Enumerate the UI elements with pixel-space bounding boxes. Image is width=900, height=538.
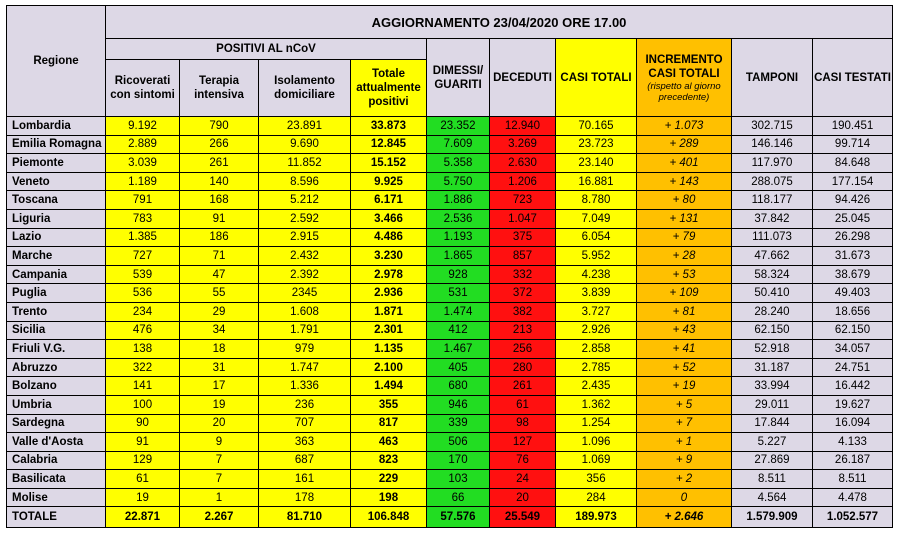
region-cell: Valle d'Aosta [7,433,106,452]
ricoverati-cell: 322 [106,358,180,377]
tamponi-cell: 5.227 [732,433,813,452]
terapia-cell: 266 [180,135,259,154]
casi-testati-cell: 18.656 [813,302,893,321]
totale-positivi-cell: 33.873 [351,117,427,136]
terapia-cell: 31 [180,358,259,377]
tamponi-cell: 146.146 [732,135,813,154]
ricoverati-cell: 9.192 [106,117,180,136]
totale-positivi-cell: 4.486 [351,228,427,247]
casi-totali-cell: 3.839 [556,284,637,303]
region-cell: Lazio [7,228,106,247]
table-row [7,247,893,266]
totale-positivi-cell: 1.494 [351,377,427,396]
tamponi-cell: 33.994 [732,377,813,396]
table-row [7,265,893,284]
table-row [7,135,893,154]
incremento-header-label: INCREMENTO CASI TOTALI [645,53,723,80]
isolamento-cell: 363 [259,433,351,452]
incremento-cell: + 109 [637,284,732,303]
deceduti-cell: 332 [490,265,556,284]
totale-positivi-cell: 1.135 [351,340,427,359]
deceduti-cell: 24 [490,470,556,489]
dimessi-cell: 7.609 [427,135,490,154]
incremento-header [637,39,732,117]
tamponi-cell: 47.662 [732,247,813,266]
terapia-cell: 91 [180,209,259,228]
isolamento-cell: 8.596 [259,172,351,191]
tamponi-cell: 4.564 [732,488,813,507]
table-row [7,451,893,470]
casi-testati-cell: 99.714 [813,135,893,154]
ricoverati-cell: 61 [106,470,180,489]
casi-testati-cell: 34.057 [813,340,893,359]
casi-testati-cell: 25.045 [813,209,893,228]
dimessi-cell: 928 [427,265,490,284]
totale-positivi-cell: 229 [351,470,427,489]
tamponi-cell: 288.075 [732,172,813,191]
totale-positivi-header: Totale attualmente positivi [351,60,427,117]
table-row [7,191,893,210]
tamponi-cell: 302.715 [732,117,813,136]
dimessi-cell: 946 [427,395,490,414]
deceduti-cell: 261 [490,377,556,396]
total-tamponi-cell: 1.579.909 [732,507,813,528]
terapia-cell: 168 [180,191,259,210]
tamponi-header: TAMPONI [732,39,813,117]
casi-testati-cell: 4.133 [813,433,893,452]
terapia-cell: 47 [180,265,259,284]
region-cell: Marche [7,247,106,266]
dimessi-cell: 23.352 [427,117,490,136]
casi-testati-cell: 16.094 [813,414,893,433]
incremento-cell: + 41 [637,340,732,359]
ricoverati-cell: 476 [106,321,180,340]
terapia-cell: 18 [180,340,259,359]
casi-totali-cell: 284 [556,488,637,507]
terapia-header: Terapia intensiva [180,60,259,117]
terapia-cell: 9 [180,433,259,452]
dimessi-cell: 170 [427,451,490,470]
deceduti-cell: 372 [490,284,556,303]
dimessi-cell: 5.358 [427,154,490,173]
casi-testati-cell: 19.627 [813,395,893,414]
ricoverati-cell: 536 [106,284,180,303]
deceduti-cell: 256 [490,340,556,359]
dimessi-cell: 506 [427,433,490,452]
tamponi-cell: 111.073 [732,228,813,247]
casi-totali-cell: 2.858 [556,340,637,359]
region-cell: Sicilia [7,321,106,340]
dimessi-cell: 412 [427,321,490,340]
incremento-cell: + 79 [637,228,732,247]
incremento-cell: + 289 [637,135,732,154]
ricoverati-cell: 1.189 [106,172,180,191]
incremento-cell: + 143 [637,172,732,191]
incremento-cell: + 43 [637,321,732,340]
isolamento-cell: 161 [259,470,351,489]
ricoverati-cell: 783 [106,209,180,228]
incremento-cell: + 28 [637,247,732,266]
terapia-cell: 7 [180,470,259,489]
isolamento-cell: 9.690 [259,135,351,154]
casi-testati-cell: 8.511 [813,470,893,489]
terapia-cell: 140 [180,172,259,191]
dimessi-cell: 5.750 [427,172,490,191]
ricoverati-cell: 3.039 [106,154,180,173]
terapia-cell: 7 [180,451,259,470]
region-cell: Sardegna [7,414,106,433]
casi-totali-cell: 2.926 [556,321,637,340]
totale-positivi-cell: 6.171 [351,191,427,210]
tamponi-cell: 58.324 [732,265,813,284]
total-totale-positivi-cell: 106.848 [351,507,427,528]
incremento-cell: + 5 [637,395,732,414]
casi-totali-cell: 2.785 [556,358,637,377]
totale-positivi-cell: 2.936 [351,284,427,303]
covid-report-table [6,5,893,528]
table-row [7,284,893,303]
terapia-cell: 261 [180,154,259,173]
casi-totali-cell: 70.165 [556,117,637,136]
ricoverati-cell: 1.385 [106,228,180,247]
isolamento-cell: 1.336 [259,377,351,396]
isolamento-cell: 5.212 [259,191,351,210]
casi-totali-cell: 2.435 [556,377,637,396]
terapia-cell: 17 [180,377,259,396]
ricoverati-cell: 539 [106,265,180,284]
casi-totali-cell: 23.140 [556,154,637,173]
total-casi-testati-cell: 1.052.577 [813,507,893,528]
incremento-cell: + 401 [637,154,732,173]
casi-testati-header: CASI TESTATI [813,39,893,117]
deceduti-cell: 20 [490,488,556,507]
casi-testati-cell: 84.648 [813,154,893,173]
dimessi-cell: 531 [427,284,490,303]
isolamento-cell: 2.432 [259,247,351,266]
tamponi-cell: 50.410 [732,284,813,303]
deceduti-cell: 280 [490,358,556,377]
region-cell: Liguria [7,209,106,228]
casi-testati-cell: 49.403 [813,284,893,303]
dimessi-cell: 66 [427,488,490,507]
ricoverati-cell: 141 [106,377,180,396]
deceduti-cell: 375 [490,228,556,247]
casi-testati-cell: 24.751 [813,358,893,377]
casi-testati-cell: 4.478 [813,488,893,507]
region-cell: Molise [7,488,106,507]
ricoverati-cell: 90 [106,414,180,433]
dimessi-cell: 1.467 [427,340,490,359]
terapia-cell: 55 [180,284,259,303]
deceduti-cell: 857 [490,247,556,266]
table-row [7,488,893,507]
deceduti-cell: 76 [490,451,556,470]
table-row [7,470,893,489]
totale-positivi-cell: 463 [351,433,427,452]
deceduti-cell: 723 [490,191,556,210]
dimessi-cell: 1.193 [427,228,490,247]
casi-totali-cell: 1.362 [556,395,637,414]
isolamento-cell: 11.852 [259,154,351,173]
deceduti-cell: 213 [490,321,556,340]
incremento-cell: + 9 [637,451,732,470]
isolamento-cell: 979 [259,340,351,359]
region-cell: Abruzzo [7,358,106,377]
region-cell: Lombardia [7,117,106,136]
tamponi-cell: 17.844 [732,414,813,433]
region-cell: Emilia Romagna [7,135,106,154]
terapia-cell: 790 [180,117,259,136]
regione-header: Regione [7,6,106,117]
table-row [7,377,893,396]
isolamento-header: Isolamento domiciliare [259,60,351,117]
dimessi-cell: 1.886 [427,191,490,210]
deceduti-cell: 127 [490,433,556,452]
ricoverati-cell: 138 [106,340,180,359]
table-row [7,172,893,191]
totale-positivi-cell: 817 [351,414,427,433]
casi-testati-cell: 190.451 [813,117,893,136]
casi-testati-cell: 177.154 [813,172,893,191]
casi-testati-cell: 31.673 [813,247,893,266]
totale-positivi-cell: 355 [351,395,427,414]
casi-totali-cell: 6.054 [556,228,637,247]
dimessi-cell: 103 [427,470,490,489]
incremento-cell: + 1.073 [637,117,732,136]
ricoverati-cell: 727 [106,247,180,266]
table-row [7,414,893,433]
dimessi-cell: 405 [427,358,490,377]
incremento-cell: + 2 [637,470,732,489]
incremento-cell: 0 [637,488,732,507]
casi-totali-cell: 16.881 [556,172,637,191]
total-isolamento-cell: 81.710 [259,507,351,528]
deceduti-cell: 1.047 [490,209,556,228]
tamponi-cell: 37.842 [732,209,813,228]
table-row [7,117,893,136]
casi-totali-cell: 1.096 [556,433,637,452]
table-row [7,395,893,414]
deceduti-cell: 3.269 [490,135,556,154]
region-cell: Trento [7,302,106,321]
region-cell: Friuli V.G. [7,340,106,359]
incremento-cell: + 1 [637,433,732,452]
totale-positivi-cell: 3.230 [351,247,427,266]
table-row [7,321,893,340]
total-casi-totali-cell: 189.973 [556,507,637,528]
totale-positivi-cell: 198 [351,488,427,507]
casi-testati-cell: 62.150 [813,321,893,340]
ricoverati-cell: 234 [106,302,180,321]
table-row [7,358,893,377]
incremento-cell: + 52 [637,358,732,377]
region-cell: Campania [7,265,106,284]
isolamento-cell: 236 [259,395,351,414]
positivi-group-header: POSITIVI AL nCoV [106,39,427,60]
isolamento-cell: 178 [259,488,351,507]
totals-row [7,507,893,528]
isolamento-cell: 2.592 [259,209,351,228]
totale-positivi-cell: 12.845 [351,135,427,154]
totale-positivi-cell: 9.925 [351,172,427,191]
region-cell: Veneto [7,172,106,191]
totale-positivi-cell: 2.100 [351,358,427,377]
isolamento-cell: 1.747 [259,358,351,377]
region-cell: Bolzano [7,377,106,396]
casi-testati-cell: 26.298 [813,228,893,247]
total-dimessi-cell: 57.576 [427,507,490,528]
terapia-cell: 71 [180,247,259,266]
casi-totali-cell: 7.049 [556,209,637,228]
incremento-header-note: (rispetto al giorno precedente) [647,80,721,103]
table-body [7,117,893,528]
tamponi-cell: 62.150 [732,321,813,340]
ricoverati-cell: 91 [106,433,180,452]
tamponi-cell: 8.511 [732,470,813,489]
ricoverati-cell: 19 [106,488,180,507]
ricoverati-cell: 100 [106,395,180,414]
incremento-cell: + 81 [637,302,732,321]
tamponi-cell: 31.187 [732,358,813,377]
tamponi-cell: 27.869 [732,451,813,470]
totale-positivi-cell: 2.301 [351,321,427,340]
total-deceduti-cell: 25.549 [490,507,556,528]
dimessi-cell: 680 [427,377,490,396]
table-row [7,340,893,359]
table-row [7,209,893,228]
tamponi-cell: 52.918 [732,340,813,359]
terapia-cell: 29 [180,302,259,321]
casi-totali-cell: 1.254 [556,414,637,433]
deceduti-cell: 1.206 [490,172,556,191]
dimessi-cell: 339 [427,414,490,433]
isolamento-cell: 23.891 [259,117,351,136]
deceduti-cell: 382 [490,302,556,321]
tamponi-cell: 117.970 [732,154,813,173]
region-cell: Piemonte [7,154,106,173]
deceduti-cell: 12.940 [490,117,556,136]
incremento-cell: + 80 [637,191,732,210]
totale-positivi-cell: 2.978 [351,265,427,284]
tamponi-cell: 118.177 [732,191,813,210]
terapia-cell: 34 [180,321,259,340]
isolamento-cell: 1.791 [259,321,351,340]
isolamento-cell: 2.915 [259,228,351,247]
isolamento-cell: 1.608 [259,302,351,321]
casi-totali-cell: 4.238 [556,265,637,284]
covid-report-table-container [6,5,892,528]
region-cell: Umbria [7,395,106,414]
totale-positivi-cell: 15.152 [351,154,427,173]
casi-totali-cell: 23.723 [556,135,637,154]
ricoverati-cell: 2.889 [106,135,180,154]
region-cell: Puglia [7,284,106,303]
casi-totali-header: CASI TOTALI [556,39,637,117]
isolamento-cell: 2.392 [259,265,351,284]
casi-totali-cell: 8.780 [556,191,637,210]
ricoverati-cell: 791 [106,191,180,210]
ricoverati-header: Ricoverati con sintomi [106,60,180,117]
incremento-cell: + 53 [637,265,732,284]
casi-totali-cell: 5.952 [556,247,637,266]
table-row [7,302,893,321]
casi-testati-cell: 16.442 [813,377,893,396]
terapia-cell: 1 [180,488,259,507]
isolamento-cell: 707 [259,414,351,433]
tamponi-cell: 29.011 [732,395,813,414]
isolamento-cell: 687 [259,451,351,470]
dimessi-header: DIMESSI/ GUARITI [427,39,490,117]
terapia-cell: 186 [180,228,259,247]
total-terapia-cell: 2.267 [180,507,259,528]
ricoverati-cell: 129 [106,451,180,470]
region-cell: Calabria [7,451,106,470]
casi-testati-cell: 94.426 [813,191,893,210]
isolamento-cell: 2345 [259,284,351,303]
region-cell: Toscana [7,191,106,210]
deceduti-cell: 98 [490,414,556,433]
total-ricoverati-cell: 22.871 [106,507,180,528]
tamponi-cell: 28.240 [732,302,813,321]
casi-testati-cell: 26.187 [813,451,893,470]
totale-positivi-cell: 823 [351,451,427,470]
casi-totali-cell: 3.727 [556,302,637,321]
table-row [7,228,893,247]
deceduti-header: DECEDUTI [490,39,556,117]
incremento-cell: + 19 [637,377,732,396]
dimessi-cell: 2.536 [427,209,490,228]
terapia-cell: 20 [180,414,259,433]
totale-positivi-cell: 1.871 [351,302,427,321]
incremento-cell: + 7 [637,414,732,433]
table-row [7,154,893,173]
terapia-cell: 19 [180,395,259,414]
incremento-cell: + 131 [637,209,732,228]
region-cell: Basilicata [7,470,106,489]
casi-totali-cell: 1.069 [556,451,637,470]
total-region-cell: TOTALE [7,507,106,528]
total-incremento-cell: + 2.646 [637,507,732,528]
table-row [7,433,893,452]
report-title: AGGIORNAMENTO 23/04/2020 ORE 17.00 [106,6,893,39]
totale-positivi-cell: 3.466 [351,209,427,228]
casi-testati-cell: 38.679 [813,265,893,284]
dimessi-cell: 1.474 [427,302,490,321]
deceduti-cell: 61 [490,395,556,414]
casi-totali-cell: 356 [556,470,637,489]
dimessi-cell: 1.865 [427,247,490,266]
deceduti-cell: 2.630 [490,154,556,173]
